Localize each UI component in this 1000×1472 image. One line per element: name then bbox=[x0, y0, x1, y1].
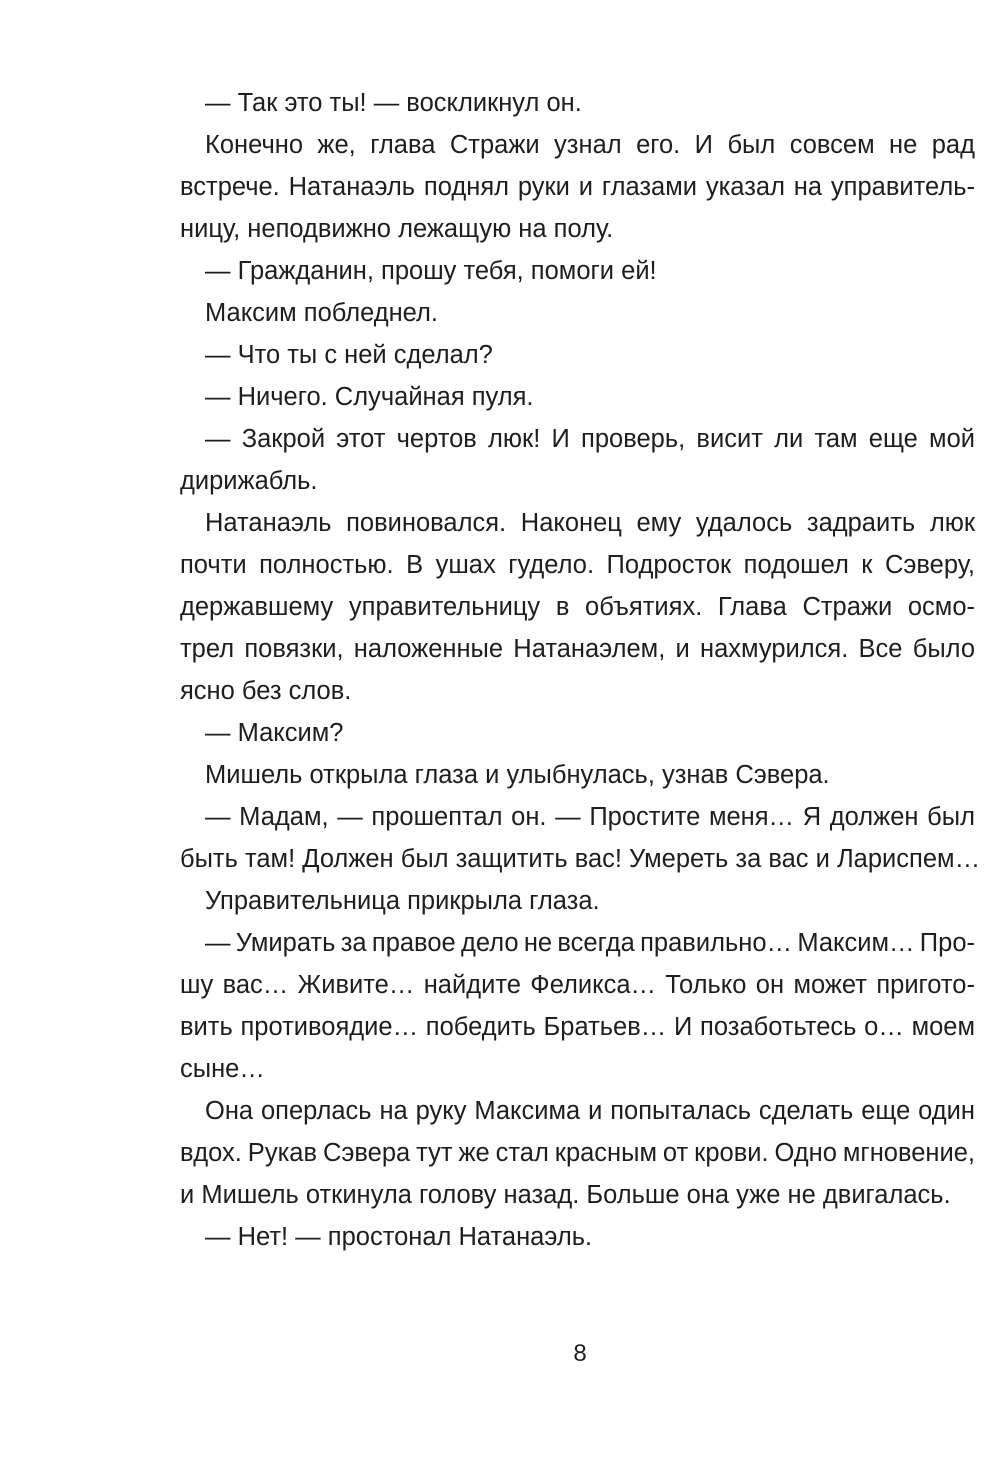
text-line-row bbox=[180, 922, 975, 964]
paragraph bbox=[180, 82, 975, 124]
paragraph bbox=[180, 376, 975, 418]
text-line: Управительница прикрыла глаза. bbox=[205, 887, 600, 915]
paragraph bbox=[180, 292, 975, 334]
text-line: — Максим? bbox=[205, 719, 344, 747]
text-line-row bbox=[180, 754, 975, 796]
paragraph bbox=[180, 1216, 975, 1258]
paragraph bbox=[180, 418, 975, 502]
text-line: державшему управительницу в объятиях. Глава Стражи осмо- bbox=[180, 593, 975, 621]
text-line-row bbox=[180, 292, 975, 334]
text-line-row bbox=[180, 1216, 975, 1258]
text-line: — Так это ты! — воскликнул он. bbox=[205, 89, 582, 117]
paragraph bbox=[180, 712, 975, 754]
text-line-row bbox=[180, 838, 981, 880]
text-line: — Гражданин, прошу тебя, помоги ей! bbox=[205, 257, 657, 285]
text-line-row bbox=[180, 208, 975, 250]
text-line: — Закрой этот чертов люк! И проверь, висит ли там еще мой bbox=[205, 425, 975, 453]
text-line: и Мишель откинула голову назад. Больше она уже не двигалась. bbox=[180, 1181, 951, 1209]
text-line: почти полностью. В ушах гудело. Подросток подошел к Сэверу, bbox=[180, 551, 975, 579]
text-line: — Умирать за правое дело не всегда правильно… Максим… Про- bbox=[205, 929, 975, 957]
text-line-row bbox=[180, 124, 975, 166]
paragraph bbox=[180, 334, 975, 376]
page-number: 8 bbox=[573, 1340, 587, 1367]
text-line: вдох. Рукав Сэвера тут же стал красным от крови. Одно мгновение, bbox=[180, 1139, 975, 1167]
text-line: быть там! Должен был защитить вас! Умереть за вас и Лариспем… bbox=[180, 845, 981, 873]
text-line: ясно без слов. bbox=[180, 677, 352, 705]
text-line: — Нет! — простонал Натанаэль. bbox=[205, 1223, 593, 1251]
paragraph bbox=[180, 880, 975, 922]
text-line: сыне… bbox=[180, 1055, 265, 1083]
text-line: ницу, неподвижно лежащую на полу. bbox=[180, 215, 614, 243]
paragraph bbox=[180, 796, 981, 880]
text-line-row bbox=[180, 460, 975, 502]
paragraph bbox=[180, 250, 975, 292]
text-line-row bbox=[180, 712, 975, 754]
text-line-row bbox=[180, 586, 975, 628]
text-line-row bbox=[180, 418, 975, 460]
text-line-row bbox=[180, 544, 975, 586]
text-line-row bbox=[180, 964, 975, 1006]
text-line: — Ничего. Случайная пуля. bbox=[205, 383, 534, 411]
text-line: дирижабль. bbox=[180, 467, 318, 495]
text-line: вить противоядие… победить Братьев… И позаботьтесь о… моем bbox=[180, 1013, 975, 1041]
text-line-row bbox=[180, 1048, 975, 1090]
text-line-row bbox=[180, 1174, 975, 1216]
text-line: — Что ты с ней сделал? bbox=[205, 341, 493, 369]
text-line-row bbox=[180, 1006, 975, 1048]
text-line: Максим побледнел. bbox=[205, 299, 438, 327]
text-line-row bbox=[180, 166, 975, 208]
text-line: Мишель открыла глаза и улыбнулась, узнав Сэвера. bbox=[205, 761, 830, 789]
text-line-row bbox=[180, 250, 975, 292]
text-line: — Мадам, — прошептал он. — Простите меня… Я должен был bbox=[205, 803, 975, 831]
text-line-row bbox=[180, 670, 975, 712]
text-line-row bbox=[180, 376, 975, 418]
text-line: Натанаэль повиновался. Наконец ему удалось задраить люк bbox=[205, 509, 975, 537]
paragraph bbox=[180, 124, 975, 250]
text-line-row bbox=[180, 1132, 975, 1174]
text-line-row bbox=[180, 628, 975, 670]
text-line: шу вас… Живите… найдите Феликса… Только он может пригото- bbox=[180, 971, 975, 999]
text-line-row bbox=[180, 796, 975, 838]
text-line: трел повязки, наложенные Натанаэлем, и нахмурился. Все было bbox=[180, 635, 975, 663]
paragraph bbox=[180, 1090, 975, 1216]
text-line: Она оперлась на руку Максима и попыталась сделать еще один bbox=[205, 1097, 975, 1125]
text-line-row bbox=[180, 334, 975, 376]
text-line-row bbox=[180, 1090, 975, 1132]
text-line-row bbox=[180, 82, 975, 124]
text-line: Конечно же, глава Стражи узнал его. И был совсем не рад bbox=[205, 131, 975, 159]
text-line-row bbox=[180, 880, 975, 922]
text-line: встрече. Натанаэль поднял руки и глазами указал на управитель- bbox=[180, 173, 975, 201]
paragraph bbox=[180, 922, 975, 1090]
paragraph bbox=[180, 502, 975, 712]
paragraph bbox=[180, 754, 975, 796]
text-line-row bbox=[180, 502, 975, 544]
page-body-text bbox=[180, 82, 981, 1258]
